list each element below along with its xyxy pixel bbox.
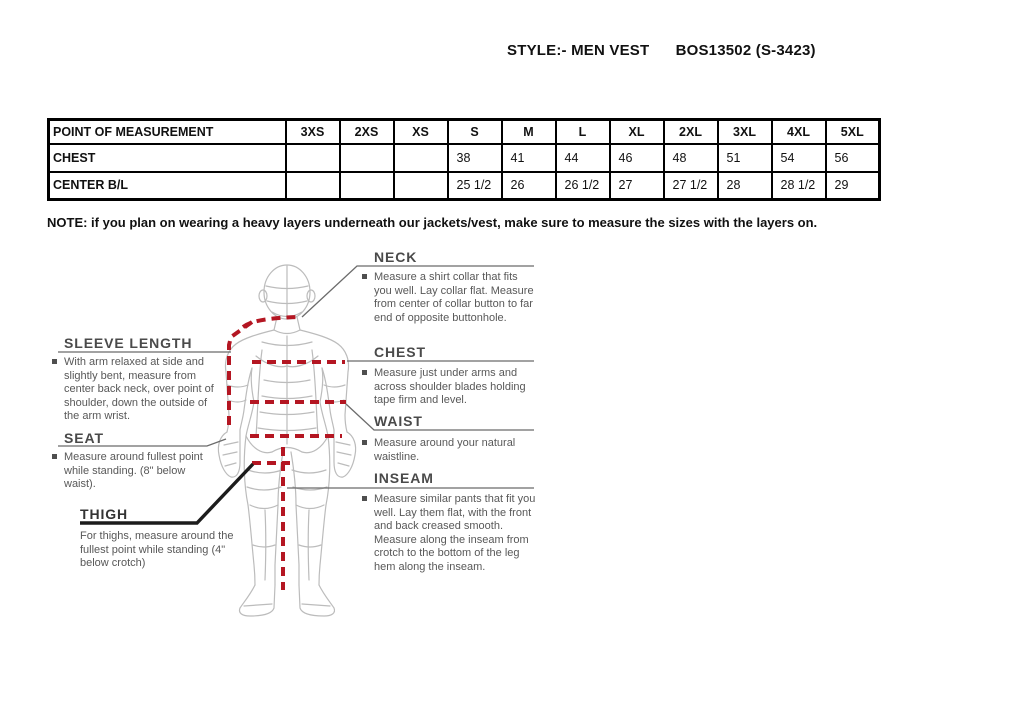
waist-description <box>362 437 532 464</box>
neck-description <box>362 271 534 325</box>
note-text: NOTE: if you plan on wearing a heavy layers underneath our jackets/vest, make sure to measure the sizes with the layers on. <box>47 215 818 230</box>
column-header-m: M <box>502 120 556 144</box>
inseam-description <box>362 493 538 574</box>
waist-description-text: Measure around your natural waistline. <box>374 437 516 463</box>
column-header-s: S <box>448 120 502 144</box>
bullet-square-icon <box>362 370 367 375</box>
centerbl-s-cell: 25 1/2 <box>448 172 502 200</box>
chest-xl-cell: 46 <box>610 144 664 172</box>
chest-3xl-cell: 51 <box>718 144 772 172</box>
centerbl-2xl-cell: 27 1/2 <box>664 172 718 200</box>
chest-description-text: Measure just under arms and across shoulder blades holding tape firm and level. <box>374 367 526 406</box>
bullet-square-icon <box>362 440 367 445</box>
column-header-3xs: 3XS <box>286 120 340 144</box>
chest-description <box>362 367 540 408</box>
row-label-chest: CHEST <box>49 144 286 172</box>
chest-2xl-cell: 48 <box>664 144 718 172</box>
column-header-2xs: 2XS <box>340 120 394 144</box>
sleeve-length-description-text: With arm relaxed at side and slightly bent, measure from center back neck, over point of shoulder, down the outside of the arm wrist. <box>64 356 214 422</box>
thigh-description <box>80 530 240 571</box>
bullet-square-icon <box>52 359 57 364</box>
centerbl-xl-cell: 27 <box>610 172 664 200</box>
column-header-5xl: 5XL <box>826 120 880 144</box>
thigh-description-text: For thighs, measure around the fullest point while standing (4" below crotch) <box>80 530 234 569</box>
chest-5xl-cell: 56 <box>826 144 880 172</box>
inseam-description-text: Measure similar pants that fit you well. Lay them flat, with the front and back creased smooth. Measure along the inseam from crotch to the bottom of the leg hem along the inseam. <box>374 493 536 573</box>
bullet-square-icon <box>362 274 367 279</box>
chest-m-cell: 41 <box>502 144 556 172</box>
inseam-heading: INSEAM <box>374 470 434 486</box>
neck-description-text: Measure a shirt collar that fits you well. Lay collar flat. Measure from center of collar button to far end of opposite buttonhole. <box>374 271 534 324</box>
document-title: STYLE:- MEN VEST BOS13502 (S-3423) <box>507 42 816 59</box>
seat-description-text: Measure around fullest point while standing. (8" below waist). <box>64 451 203 490</box>
centerbl-3xl-cell: 28 <box>718 172 772 200</box>
centerbl-m-cell: 26 <box>502 172 556 200</box>
bullet-square-icon <box>362 496 367 501</box>
sleeve-length-description <box>52 356 224 424</box>
bullet-square-icon <box>52 454 57 459</box>
centerbl-4xl-cell: 28 1/2 <box>772 172 826 200</box>
column-header-point-of-measurement: POINT OF MEASUREMENT <box>49 120 286 144</box>
column-header-xs: XS <box>394 120 448 144</box>
column-header-xl: XL <box>610 120 664 144</box>
column-header-4xl: 4XL <box>772 120 826 144</box>
seat-heading: SEAT <box>64 430 104 446</box>
waist-heading: WAIST <box>374 413 423 429</box>
chest-heading: CHEST <box>374 344 426 360</box>
column-header-3xl: 3XL <box>718 120 772 144</box>
thigh-heading: THIGH <box>80 506 129 522</box>
chest-l-cell: 44 <box>556 144 610 172</box>
column-header-l: L <box>556 120 610 144</box>
column-header-2xl: 2XL <box>664 120 718 144</box>
seat-description <box>52 451 210 492</box>
sleeve-length-heading: SLEEVE LENGTH <box>64 335 193 351</box>
chest-s-cell: 38 <box>448 144 502 172</box>
neck-heading: NECK <box>374 249 418 265</box>
chest-4xl-cell: 54 <box>772 144 826 172</box>
centerbl-l-cell: 26 1/2 <box>556 172 610 200</box>
centerbl-5xl-cell: 29 <box>826 172 880 200</box>
row-label-center-bl: CENTER B/L <box>49 172 286 200</box>
